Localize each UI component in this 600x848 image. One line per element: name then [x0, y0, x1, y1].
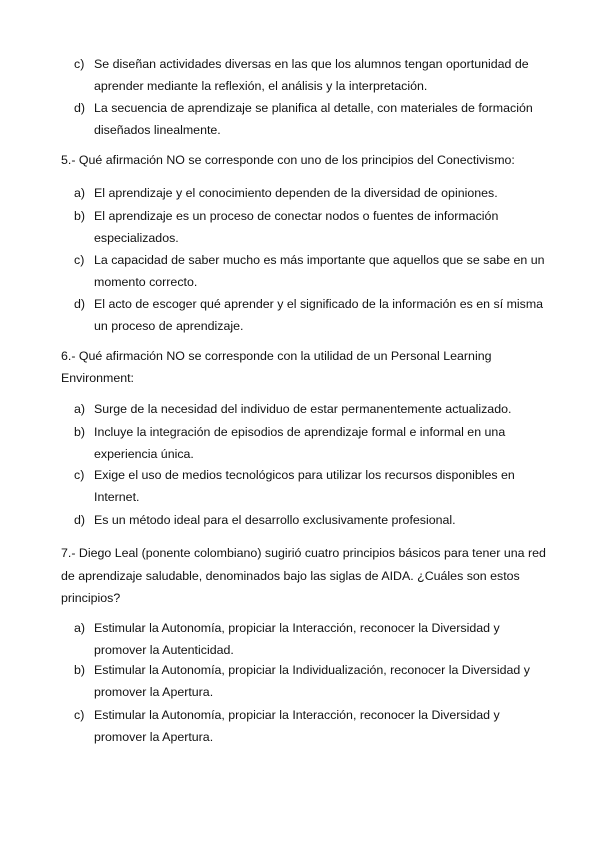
- option-text-line: Se diseñan actividades diversas en las que los alumnos tengan oportunidad de: [94, 57, 529, 71]
- question-text-line: principios?: [61, 591, 121, 605]
- option-text-line: aprender mediante la reflexión, el análisis y la interpretación.: [94, 79, 428, 93]
- option-text-line: Exige el uso de medios tecnológicos para utilizar los recursos disponibles en: [94, 468, 515, 482]
- option-marker: d): [74, 101, 86, 115]
- option-marker: a): [74, 402, 86, 416]
- option-text-line: Estimular la Autonomía, propiciar la Interacción, reconocer la Diversidad y: [94, 621, 500, 635]
- option-marker: c): [74, 57, 85, 71]
- option-text-line: diseñados linealmente.: [94, 123, 221, 137]
- option-marker: d): [74, 513, 86, 527]
- option-marker: c): [74, 708, 85, 722]
- option-text-line: Internet.: [94, 490, 140, 504]
- option-text-line: El aprendizaje es un proceso de conectar nodos o fuentes de información: [94, 209, 499, 223]
- option-text-line: La secuencia de aprendizaje se planifica al detalle, con materiales de formación: [94, 101, 533, 115]
- question-text-line: 5.- Qué afirmación NO se corresponde con uno de los principios del Conectivismo:: [61, 153, 515, 167]
- option-text-line: Estimular la Autonomía, propiciar la Individualización, reconocer la Diversidad y: [94, 663, 530, 677]
- option-text-line: Estimular la Autonomía, propiciar la Interacción, reconocer la Diversidad y: [94, 708, 500, 722]
- option-text-line: Es un método ideal para el desarrollo exclusivamente profesional.: [94, 513, 456, 527]
- option-marker: c): [74, 468, 85, 482]
- option-marker: c): [74, 253, 85, 267]
- option-text-line: especializados.: [94, 231, 179, 245]
- question-text-line: 7.- Diego Leal (ponente colombiano) sugirió cuatro principios básicos para tener una red: [61, 546, 546, 560]
- option-text-line: promover la Apertura.: [94, 730, 214, 744]
- option-text-line: El acto de escoger qué aprender y el significado de la información es en sí misma: [94, 297, 544, 311]
- option-text-line: momento correcto.: [94, 275, 198, 289]
- option-marker: b): [74, 663, 86, 677]
- option-marker: b): [74, 425, 86, 439]
- option-text-line: promover la Autenticidad.: [94, 643, 234, 657]
- option-marker: a): [74, 621, 86, 635]
- option-text-line: Surge de la necesidad del individuo de estar permanentemente actualizado.: [94, 402, 512, 416]
- question-text-line: 6.- Qué afirmación NO se corresponde con la utilidad de un Personal Learning: [61, 349, 492, 363]
- question-text-line: de aprendizaje saludable, denominados bajo las siglas de AIDA. ¿Cuáles son estos: [61, 568, 520, 583]
- question-text-line: Environment:: [61, 371, 135, 385]
- option-marker: a): [74, 186, 86, 200]
- option-text-line: El aprendizaje y el conocimiento dependen de la diversidad de opiniones.: [94, 186, 498, 200]
- option-text-line: un proceso de aprendizaje.: [94, 319, 244, 333]
- option-text-line: La capacidad de saber mucho es más importante que aquellos que se sabe en un: [94, 253, 545, 267]
- option-text-line: experiencia única.: [94, 447, 194, 461]
- option-text-line: promover la Apertura.: [94, 685, 214, 699]
- option-marker: d): [74, 297, 86, 311]
- option-text-line: Incluye la integración de episodios de aprendizaje formal e informal en una: [94, 425, 506, 439]
- option-marker: b): [74, 209, 86, 223]
